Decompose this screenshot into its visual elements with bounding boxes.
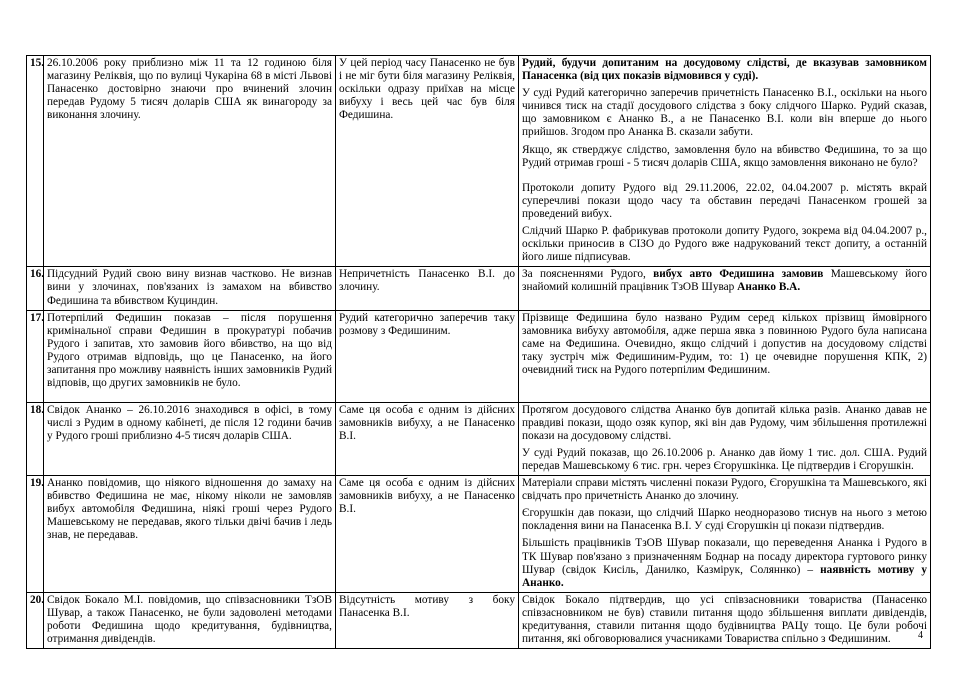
evidence-paragraph: Рудий, будучи допитаним на досудовому слідстві, де вказував замовником Панасенка (від цих показів відмовився у суді). <box>522 57 927 83</box>
evidence-text-bold: наявність мотиву у Ананко. <box>522 563 927 589</box>
defense-position-cell: У цей період часу Панасенко не був і не міг бути біля магазину Реліквія, оскільки одразу приїхав на місце вибуху і весь цей час був біля Федишина. <box>336 56 519 267</box>
row-number: 20. <box>27 592 44 648</box>
page-number: 4 <box>918 630 923 641</box>
evidence-paragraph: Якщо, як стверджує слідство, замовлення було на вбивство Федишина, то за що Рудий отримав гроші - 5 тисяч доларів США, якщо замовлення виконано не було? <box>522 143 927 169</box>
evidence-paragraph: Протоколи допиту Рудого від 29.11.2006, 22.02, 04.04.2007 р. містять вкрай суперечливі покази щодо часу та обставин передачі Панасенком грошей за проведений вибух. <box>522 181 927 220</box>
prosecution-claim-cell: Підсудний Рудий свою вину визнав частково. Не визнав вини у злочинах, пов'язаних із замахом на вбивство Федишина та вбивством Куциндин. <box>44 267 336 310</box>
defense-position-cell: Саме ця особа є одним із дійсних замовників вибуху, а не Панасенко В.І. <box>336 476 519 593</box>
table-row <box>27 476 931 593</box>
evidence-paragraph: Слідчий Шарко Р. фабрикував протоколи допиту Рудого, зокрема від 04.04.2007 р., оскільки приносив в СІЗО до Рудого вже надрукований текст допиту, а останній його лише підписував. <box>522 225 927 264</box>
prosecution-claim-cell: Свідок Ананко – 26.10.2016 знаходився в офісі, в тому числі з Рудим в одному кабінеті, де після 12 години бачив у Рудого гроші приблизно 4-5 тисяч доларів США. <box>44 402 336 475</box>
evidence-paragraph: Матеріали справи містять численні покази Рудого, Єгорушкіна та Машевського, які свідчать про причетність Ананко до злочину. <box>522 477 927 503</box>
evidence-cell <box>519 402 931 475</box>
evidence-paragraph: У суді Рудий показав, що 26.10.2006 р. Ананко дав йому 1 тис. дол. США. Рудий передав Машевському 6 тис. грн. через Єгорушкінка. Це підтвердив і Єгорушкін. <box>522 446 927 472</box>
evidence-paragraph: У суді Рудий категорично заперечив причетність Панасенко В.І., оскільки на нього чинився тиск на стадії досудового слідства з боку слідчого Шарко. Рудий сказав, що замовником є Ананко В., а не Панасенко В.І. коли він вперше до нього прийшов. Згодом про Ананка В. сказали забути. <box>522 87 927 139</box>
evidence-paragraph <box>522 537 927 589</box>
table-row <box>27 56 931 267</box>
prosecution-claim-cell: Свідок Бокало М.І. повідомив, що співзасновники ТзОВ Шувар, а також Панасенко, не були задоволені методами роботи Федишина щодо кредитування, будівництва, отримання дивідендів. <box>44 592 336 648</box>
row-number: 18. <box>27 402 44 475</box>
prosecution-claim-cell: 26.10.2006 року приблизно між 11 та 12 годиною біля магазину Реліквія, що по вулиці Чукаріна 68 в місті Львові Панасенко достовірно знаючи про вчинений злочин передав Рудому 5 тисяч доларів США як винагороду за виконання злочину. <box>44 56 336 267</box>
defense-position-cell: Відсутність мотиву з боку Панасенка В.І. <box>336 592 519 648</box>
evidence-text-bold: Ананко В.А. <box>737 281 801 294</box>
evidence-paragraph <box>522 268 927 294</box>
row-number: 15. <box>27 56 44 267</box>
table-row <box>27 267 931 310</box>
evidence-text: Машевському його знайомий колишній працівник ТзОВ Шувар <box>522 268 928 294</box>
comparison-table <box>26 55 931 649</box>
prosecution-claim-cell: Ананко повідомив, що ніякого відношення до замаху на вбивство Федишина не має, нікому ніколи не замовляв вибух автомобіля Федишина, ніякі гроші через Рудого Машевському не передавав, якого тільки двічі бачив і ледь знав, не передавав. <box>44 476 336 593</box>
table-row <box>27 402 931 475</box>
evidence-paragraph: Єгорушкін дав покази, що слідчий Шарко неодноразово тиснув на нього з метою покладення вини на Панасенка В.І. У суді Єгорушкін ці покази підтвердив. <box>522 507 927 533</box>
evidence-cell <box>519 267 931 310</box>
row-number: 17. <box>27 310 44 402</box>
evidence-cell <box>519 592 931 648</box>
row-number: 16. <box>27 267 44 310</box>
evidence-text: Більшість працівників ТзОВ Шувар показали, що переведення Ананка і Рудого в ТК Шувар пов'язано з призначенням Боднар на посаду директора гуртового ринку Шувар (свідок Кисіль, Данилко, Казмірук, Соляннко) – <box>522 537 927 576</box>
evidence-text: За поясненнями Рудого, <box>522 268 654 281</box>
evidence-cell <box>519 476 931 593</box>
defense-position-cell: Саме ця особа є одним із дійсних замовників вибуху, а не Панасенко В.І. <box>336 402 519 475</box>
evidence-paragraph: Прізвище Федишина було названо Рудим серед кількох прізвищ ймовірного замовника вибуху автомобіля, адже перша явка з повинною Рудого була написана саме на Федишина. Очевидно, якщо слідчий і допустив на досудовому слідстві таку зустріч між Федишиним-Рудим, то: 1) це очевидне порушення КПК, 2) очевидний тиск на Рудого потерпілим Федишиним. <box>522 311 927 376</box>
defense-position-cell: Рудий категорично заперечив таку розмову з Федишиним. <box>336 310 519 402</box>
evidence-paragraph: Свідок Бокало підтвердив, що усі співзасновники товариства (Панасенко співзасновником не був) ставили питання щодо збільшення виплати дивідендів, кредитування, ставили питання щодо будівництва РАЦу тощо. Це були робочі питання, які обговорювалися учасниками Товариства спільно з Федишиним. <box>522 593 927 646</box>
evidence-cell <box>519 56 931 267</box>
prosecution-claim-cell: Потерпілий Федишин показав – після порушення кримінальної справи Федишин в прокуратурі побачив Рудого і запитав, хто замовив його вбивство, на що від Рудого отримав відповідь, що це Панасенко, на його запитання про можливу наявність інших замовників Рудий відповів, що других замовників не було. <box>44 310 336 402</box>
evidence-text-bold: вибух авто Федишина замовив <box>653 268 824 281</box>
evidence-paragraph: Протягом досудового слідства Ананко був допитай кілька разів. Ананко давав не правдиві покази, щодо озяк купор, які він дав Рудому, чим збільшення протилежні покази на досудовому слідстві. <box>522 403 927 442</box>
evidence-cell <box>519 310 931 402</box>
row-number: 19. <box>27 476 44 593</box>
defense-position-cell: Непричетність Панасенко В.І. до злочину. <box>336 267 519 310</box>
table-row <box>27 310 931 402</box>
table-row <box>27 592 931 648</box>
